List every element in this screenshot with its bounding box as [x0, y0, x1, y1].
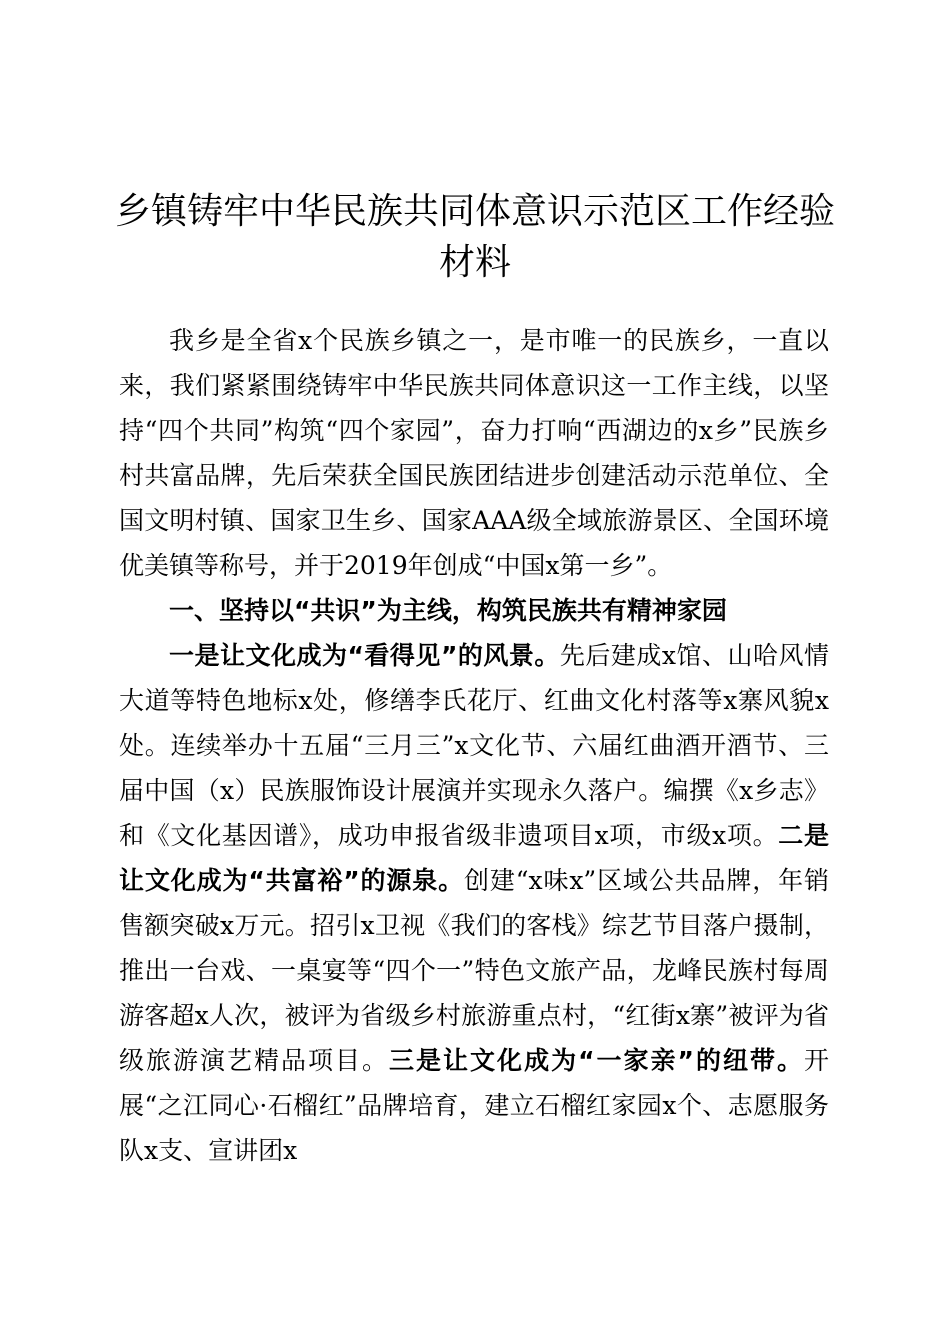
- point3-lead: 三是让文化成为“一家亲”的纽带。: [389, 1046, 804, 1075]
- point2-lead: 二是让文化成为“共富裕”的源泉。: [119, 821, 829, 895]
- document-body: [119, 318, 829, 1173]
- point1-lead: 一是让文化成为“看得见”的风景。: [169, 641, 560, 670]
- section-heading: 一、坚持以“共识”为主线，构筑民族共有精神家园: [169, 596, 727, 625]
- document-title: 乡镇铸牢中华民族共同体意识示范区工作经验材料: [114, 191, 835, 283]
- section-paragraph: [119, 633, 829, 1173]
- intro-paragraph: 我乡是全省x个民族乡镇之一，是市唯一的民族乡，一直以来，我们紧紧围绕铸牢中华民族共同体意识这一工作主线，以坚持“四个共同”构筑“四个家园”，奋力打响“西湖边的x乡”民族乡村共富品牌，先后荣获全国民族团结进步创建活动示范单位、全国文明村镇、国家卫生乡、国家AAA级全域旅游景区、全国环境优美镇等称号，并于2019年创成“中国x第一乡”。: [119, 326, 829, 580]
- point3-text: 开展“之江同心·石榴红”品牌培育，建立石榴红家园x个、志愿服务队x支、宣讲团x: [119, 1046, 829, 1165]
- point2-text: 创建“x味x”区域公共品牌，年销售额突破x万元。招引x卫视《我们的客栈》综艺节目落户摄制，推出一台戏、一桌宴等“四个一”特色文旅产品，龙峰民族村每周游客超x人次，被评为省级乡村旅游重点村，“红街x寨”被评为省级旅游演艺精品项目。: [119, 866, 829, 1075]
- point1-text: 先后建成x馆、山哈风情大道等特色地标x处，修缮李氏花厅、红曲文化村落等x寨风貌x处。连续举办十五届“三月三”x文化节、六届红曲酒开酒节、三届中国（x）民族服饰设计展演并实现永久落户。编撰《x乡志》和《文化基因谱》，成功申报省级非遗项目x项，市级x项。: [119, 641, 829, 850]
